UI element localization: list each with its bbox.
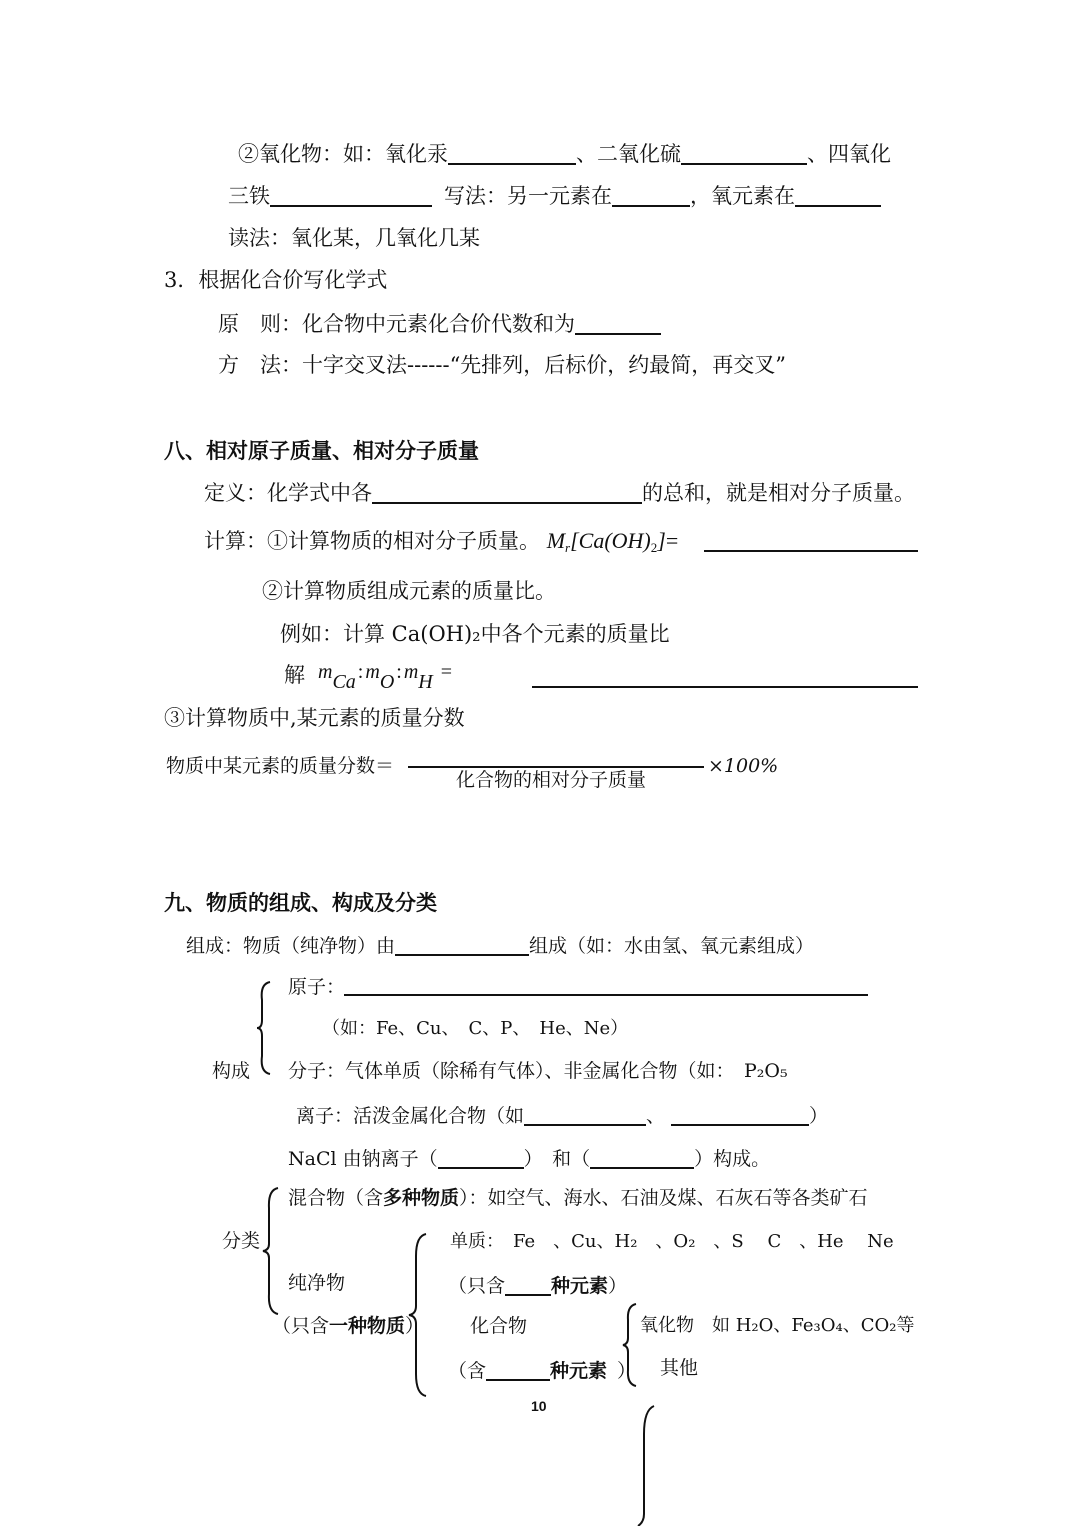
nacl-post: ）构成。 (694, 1148, 771, 1170)
oxide-line-1 (238, 143, 891, 165)
calc-2-text: ②计算物质组成元素的质量比。 (262, 579, 556, 603)
fraction-right: ×100% (708, 755, 779, 777)
structure-label: 构成 (212, 1060, 251, 1082)
section-3-title: 3．根据化合价写化学式 (164, 268, 388, 292)
blank-definition[interactable] (372, 482, 642, 504)
fraction-numerator-blank[interactable] (408, 766, 704, 768)
writing-rule-oxygen: ，氧元素在 (690, 184, 795, 208)
nacl-mid: ） 和（ (523, 1148, 591, 1170)
compound-note-post: ） (617, 1360, 637, 1382)
blank-mass-ratio[interactable] (532, 686, 918, 688)
blank-valence-sum[interactable] (575, 313, 661, 335)
nacl-line (288, 1147, 770, 1169)
pure-note-bold: 一种物质 (329, 1315, 406, 1337)
element-note-bold: 种元素 (551, 1275, 609, 1297)
pure-note-pre: （只含 (272, 1315, 330, 1337)
structure-brace (256, 980, 272, 1076)
page-number: 10 (531, 1398, 547, 1414)
molecule-line: 分子：气体单质（除稀有气体）、非金属化合物（如： P₂O₅ (288, 1060, 788, 1082)
writing-rule: 写法：另一元素在 (444, 184, 612, 208)
principle-label: 原 则：化合物中元素化合价代数和为 (218, 312, 575, 336)
composition-pre: 组成：物质（纯净物）由 (186, 935, 396, 957)
classification-brace (262, 1186, 280, 1316)
ion-post: ） (809, 1105, 829, 1127)
blank-oxygen-position[interactable] (795, 185, 881, 207)
composition-post: 组成（如：水由氢、氧元素组成） (529, 935, 815, 957)
ion-sep: 、 (646, 1105, 666, 1127)
fraction-left: 物质中某元素的质量分数＝ (166, 755, 395, 777)
calc-1-text: 计算：①计算物质的相对分子质量。 (204, 529, 540, 553)
compound-note-bold: 种元素 (550, 1360, 608, 1382)
principle-line (218, 313, 661, 335)
pure-substance: 纯净物 (288, 1272, 346, 1294)
blank-compound-element-count[interactable] (486, 1359, 550, 1381)
pure-note (272, 1317, 424, 1336)
ion-pre: 离子：活泼金属化合物（如 (296, 1105, 525, 1127)
pure-substance-brace (408, 1232, 428, 1398)
example-text: 例如：计算 Ca(OH)₂中各个元素的质量比 (280, 622, 670, 646)
oxide-sulfur-dioxide: 、二氧化硫 (576, 142, 681, 166)
element-line: 单质： Fe 、Cu、H₂ 、O₂ 、S C 、He Ne (450, 1231, 894, 1252)
mass-ratio-formula: mCa : mO : mH = (318, 661, 453, 693)
oxide-tetra: 、四氧化 (807, 142, 891, 166)
oxide-example: 氧化物 如 H₂O、Fe₃O₄、CO₂等 (640, 1315, 915, 1336)
solution-label: 解 (284, 663, 305, 687)
blank-ion-compound-2[interactable] (671, 1104, 809, 1126)
atom-label: 原子： (288, 976, 346, 998)
section-8-title: 八、相对原子质量、相对分子质量 (164, 438, 479, 463)
mixture-bold: 多种物质 (383, 1187, 460, 1209)
ion-line (296, 1104, 828, 1126)
oxide-triiron: 三铁 (228, 184, 270, 208)
element-note (448, 1274, 627, 1296)
calc-3-text: ③计算物质中,某元素的质量分数 (164, 706, 465, 730)
mixture-post: ）：如空气、海水、石油及煤、石灰石等各类矿石 (459, 1187, 868, 1209)
blank-atom[interactable] (344, 994, 868, 996)
section-9-title: 九、物质的组成、构成及分类 (164, 890, 437, 915)
definition-line (204, 482, 915, 504)
mixture-pre: 混合物（含 (288, 1187, 384, 1209)
blank-element-count[interactable] (505, 1274, 551, 1296)
definition-pre: 定义：化学式中各 (204, 481, 372, 505)
mixture-line (288, 1189, 868, 1208)
blank-sodium-ion[interactable] (438, 1147, 524, 1169)
element-note-pre: （只含 (448, 1275, 506, 1297)
classification-label: 分类 (222, 1230, 261, 1252)
pure-note-post: ） (405, 1315, 425, 1337)
blank-fe3o4[interactable] (270, 185, 432, 207)
blank-chloride-ion[interactable] (590, 1147, 694, 1169)
blank-other-element-position[interactable] (612, 185, 690, 207)
definition-post: 的总和，就是相对分子质量。 (642, 481, 915, 505)
calc-1-line (204, 530, 678, 554)
element-note-post: ） (608, 1275, 628, 1297)
next-page-brace (636, 1404, 656, 1526)
relative-mass-formula: $M_r[Ca(OH)_2]=$ (546, 528, 679, 555)
compound-brace (622, 1302, 638, 1388)
fraction-denominator: 化合物的相对分子质量 (456, 769, 647, 791)
oxide-lead: ②氧化物：如：氧化汞 (238, 142, 448, 166)
method-line: 方 法：十字交叉法------“先排列，后标价，约最简，再交叉” (218, 353, 787, 377)
atom-examples: （如：Fe、Cu、 C、P、 He、Ne） (322, 1018, 629, 1039)
other-compounds: 其他 (660, 1357, 699, 1379)
compound-note-pre: （含 (448, 1360, 487, 1382)
blank-sulfur-dioxide[interactable] (681, 143, 807, 165)
reading-rule: 读法：氧化某，几氧化几某 (228, 226, 480, 250)
compound-note (448, 1359, 636, 1381)
oxide-line-2 (228, 185, 881, 207)
blank-mercury-oxide[interactable] (448, 143, 576, 165)
composition-line (186, 934, 814, 956)
nacl-pre: NaCl 由钠离子（ (288, 1148, 438, 1170)
blank-relative-mass[interactable] (704, 550, 918, 552)
blank-ion-compound-1[interactable] (524, 1104, 646, 1126)
compound-label: 化合物 (470, 1315, 528, 1337)
blank-composition[interactable] (395, 934, 529, 956)
